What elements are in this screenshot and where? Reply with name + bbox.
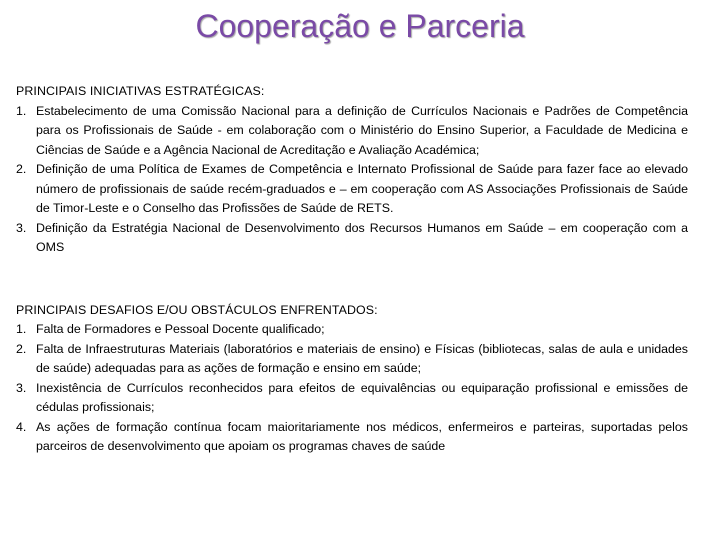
challenge-item-2 (16, 340, 688, 379)
list-number: 1. (16, 103, 27, 118)
challenges-heading: PRINCIPAIS DESAFIOS E/OU OBSTÁCULOS ENFRENTADOS: (16, 302, 378, 317)
list-number: 4. (16, 419, 27, 434)
section-spacer (16, 258, 688, 301)
slide-body (16, 82, 688, 457)
list-item-text: Inexistência de Currículos reconhecidos para efeitos de equivalências ou equiparação profissional e emissões de cédulas profissionais; (36, 380, 688, 414)
list-number: 3. (16, 220, 27, 235)
initiative-item-2 (16, 160, 688, 219)
list-item-text: Falta de Infraestruturas Materiais (laboratórios e materiais de ensino) e Físicas (bibliotecas, salas de aula e unidades de saúde) adequadas para as ações de formação e ensino em saúde; (36, 341, 688, 375)
list-number: 2. (16, 162, 27, 176)
initiatives-heading: PRINCIPAIS INICIATIVAS ESTRATÉGICAS: (16, 84, 265, 98)
list-number: 1. (16, 322, 27, 336)
initiative-item-1 (16, 102, 688, 161)
list-item-text: Definição de uma Política de Exames de Competência e Internato Profissional de Saúde para fazer face ao elevado número de profissionais de saúde recém-graduados e – em cooperação com AS Associações Profissionais de Saúde de Timor-Leste e o Conselho das Profissões de Saúde de RETS. (36, 162, 688, 215)
list-number: 2. (16, 341, 27, 356)
list-item-text: Estabelecimento de uma Comissão Nacional para a definição de Currículos Nacionais e Padrões de Competência para os Profissionais de Saúde - em colaboração com o Ministério do Ensino Superior, a Faculdade de Medicina e Ciências de Saúde e a Agência Nacional de Acreditação e Avaliação Académica; (36, 103, 688, 157)
challenge-item-4 (16, 418, 688, 457)
page-title: Cooperação e Parceria (195, 8, 525, 44)
list-item-text: Falta de Formadores e Pessoal Docente qualificado; (36, 322, 325, 336)
list-item-text: As ações de formação contínua focam maioritariamente nos médicos, enfermeiros e parteiras, suportadas pelos parceiros de desenvolvimento que apoiam os programas chaves de saúde (36, 419, 688, 453)
challenge-item-3 (16, 379, 688, 418)
challenge-item-1 (16, 320, 688, 340)
initiative-item-3 (16, 219, 688, 258)
list-item-text: Definição da Estratégia Nacional de Desenvolvimento dos Recursos Humanos em Saúde – em cooperação com a OMS (36, 220, 688, 254)
initiatives-list (16, 102, 688, 258)
list-number: 3. (16, 380, 27, 395)
challenges-list (16, 320, 688, 457)
